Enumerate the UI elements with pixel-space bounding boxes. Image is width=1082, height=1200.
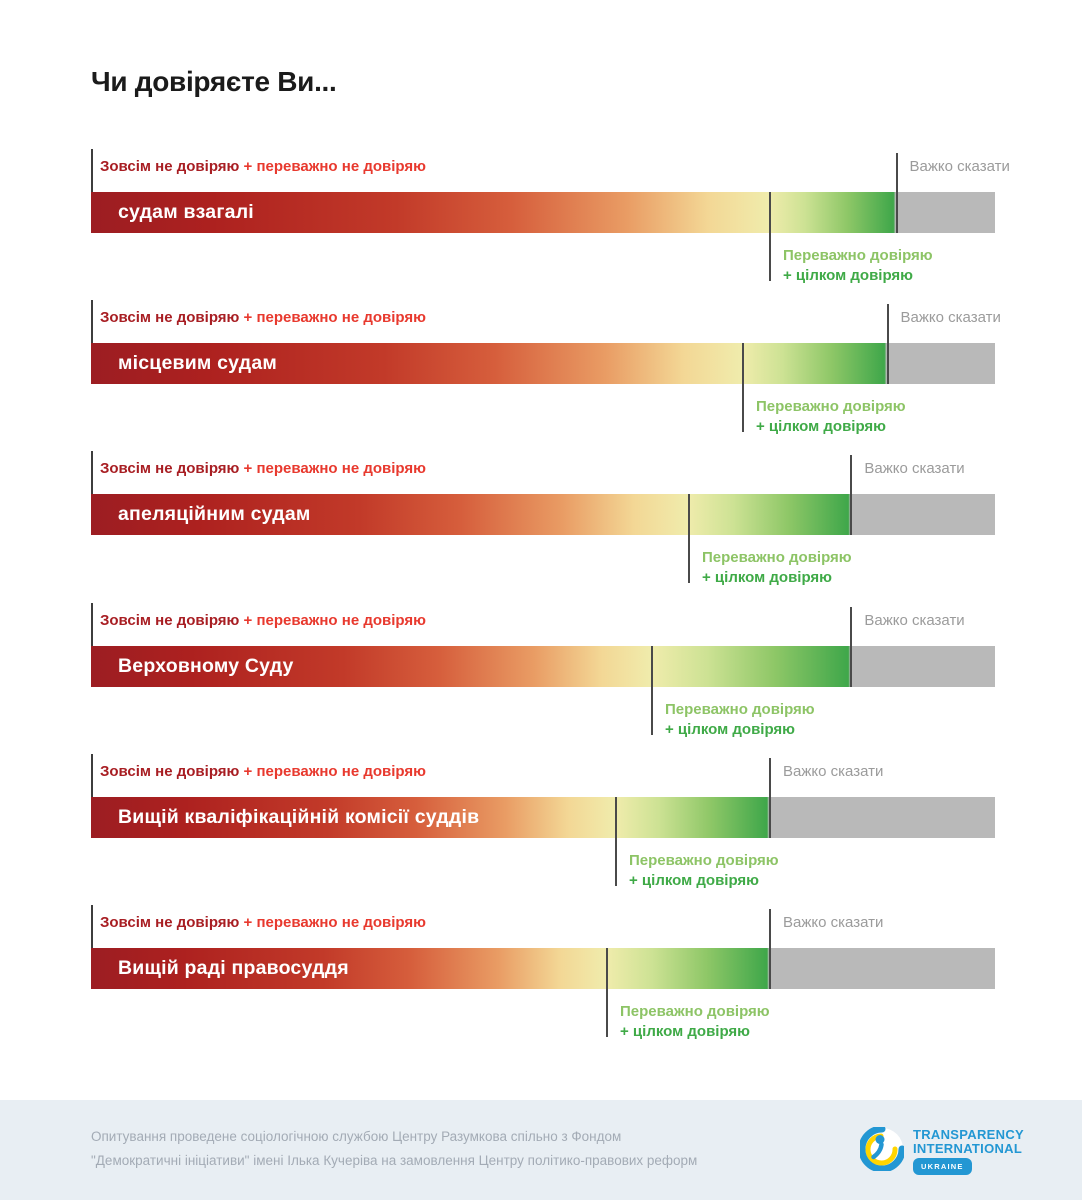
gradient-bar <box>91 343 995 384</box>
distrust-label-part2: + переважно не довіряю <box>243 612 426 629</box>
gradient-bar <box>91 646 995 687</box>
hard-to-say-divider-line <box>887 304 889 384</box>
distrust-label <box>100 913 426 932</box>
distrust-label-part1: Зовсім не довіряю <box>100 158 240 175</box>
gradient-bar <box>91 494 995 535</box>
source-note-line1: Опитування проведене соціологічною службою Центру Разумкова спільно з Фондом <box>91 1129 622 1144</box>
distrust-label-part1: Зовсім не довіряю <box>100 763 240 780</box>
distrust-label <box>100 157 426 176</box>
trust-label-line2: + цілком довіряю <box>665 721 795 738</box>
distrust-label <box>100 308 426 327</box>
transparency-international-logo <box>860 1127 1024 1176</box>
hard-to-say-divider-line <box>896 153 898 233</box>
trust-divider-line <box>615 797 617 886</box>
trust-label-line1: Переважно довіряю <box>756 398 906 415</box>
distrust-label-part1: Зовсім не довіряю <box>100 460 240 477</box>
distrust-label-part1: Зовсім не довіряю <box>100 612 240 629</box>
distrust-label-part2: + переважно не довіряю <box>243 460 426 477</box>
hard-to-say-divider-line <box>850 455 852 535</box>
ti-globe-icon <box>860 1127 904 1176</box>
trust-divider-line <box>651 646 653 735</box>
hard-to-say-divider-line <box>850 607 852 687</box>
distrust-label-part1: Зовсім не довіряю <box>100 309 240 326</box>
trust-label-line1: Переважно довіряю <box>629 852 779 869</box>
source-note <box>91 1125 697 1173</box>
page-title: Чи довіряєте Ви... <box>91 66 337 97</box>
trust-label-line2: + цілком довіряю <box>620 1023 750 1040</box>
trust-label-line1: Переважно довіряю <box>665 701 815 718</box>
trust-label <box>756 397 906 437</box>
distrust-label-part2: + переважно не довіряю <box>243 309 426 326</box>
bar-category-label: судам взагалі <box>118 201 254 223</box>
trust-chart <box>91 157 1010 1067</box>
chart-row <box>91 913 995 1064</box>
hard-to-say-label: Важко сказати <box>909 158 1010 175</box>
ti-logo-line2: INTERNATIONAL <box>913 1141 1023 1156</box>
trust-label <box>702 548 852 588</box>
distrust-label <box>100 611 426 630</box>
trust-label-line2: + цілком довіряю <box>702 569 832 586</box>
source-note-line2: "Демократичні ініціативи" імені Ілька Кучеріва на замовлення Центру політико-правових реформ <box>91 1153 698 1168</box>
trust-label-line1: Переважно довіряю <box>783 247 933 264</box>
distrust-label-part1: Зовсім не довіряю <box>100 914 240 931</box>
chart-row <box>91 459 995 610</box>
distrust-label-part2: + переважно не довіряю <box>243 763 426 780</box>
trust-label-line1: Переважно довіряю <box>620 1003 770 1020</box>
bar-category-label: апеляційним судам <box>118 503 311 525</box>
chart-row <box>91 308 1001 459</box>
bar-category-label: Вищій раді правосуддя <box>118 957 349 979</box>
hard-to-say-label: Важко сказати <box>900 309 1001 326</box>
chart-row <box>91 611 995 762</box>
hard-to-say-label: Важко сказати <box>864 612 965 629</box>
trust-label-line2: + цілком довіряю <box>783 267 913 284</box>
distrust-label-part2: + переважно не довіряю <box>243 158 426 175</box>
hard-to-say-label: Важко сказати <box>864 460 965 477</box>
hard-to-say-divider-line <box>769 758 771 838</box>
distrust-label-part2: + переважно не довіряю <box>243 914 426 931</box>
trust-label <box>629 851 779 891</box>
ti-ukraine-badge: UKRAINE <box>913 1158 972 1175</box>
trust-divider-line <box>769 192 771 281</box>
gradient-bar <box>91 192 995 233</box>
trust-label <box>783 246 933 286</box>
chart-row <box>91 762 995 913</box>
trust-divider-line <box>688 494 690 583</box>
trust-divider-line <box>742 343 744 432</box>
ti-logo-line1: TRANSPARENCY <box>913 1127 1024 1142</box>
trust-divider-line <box>606 948 608 1037</box>
bar-category-label: Вищій кваліфікаційній комісії суддів <box>118 806 480 828</box>
hard-to-say-divider-line <box>769 909 771 989</box>
trust-label <box>620 1002 770 1042</box>
hard-to-say-label: Важко сказати <box>783 914 884 931</box>
gradient-bar <box>91 797 995 838</box>
trust-label-line1: Переважно довіряю <box>702 549 852 566</box>
bar-category-label: місцевим судам <box>118 352 277 374</box>
bar-category-label: Верховному Суду <box>118 655 294 677</box>
distrust-label <box>100 459 426 478</box>
footer <box>0 1100 1082 1200</box>
hard-to-say-label: Важко сказати <box>783 763 884 780</box>
trust-label <box>665 700 815 740</box>
chart-row <box>91 157 1010 308</box>
gradient-bar <box>91 948 995 989</box>
distrust-label <box>100 762 426 781</box>
ti-logo-text <box>913 1128 1024 1175</box>
trust-label-line2: + цілком довіряю <box>629 872 759 889</box>
trust-label-line2: + цілком довіряю <box>756 418 886 435</box>
